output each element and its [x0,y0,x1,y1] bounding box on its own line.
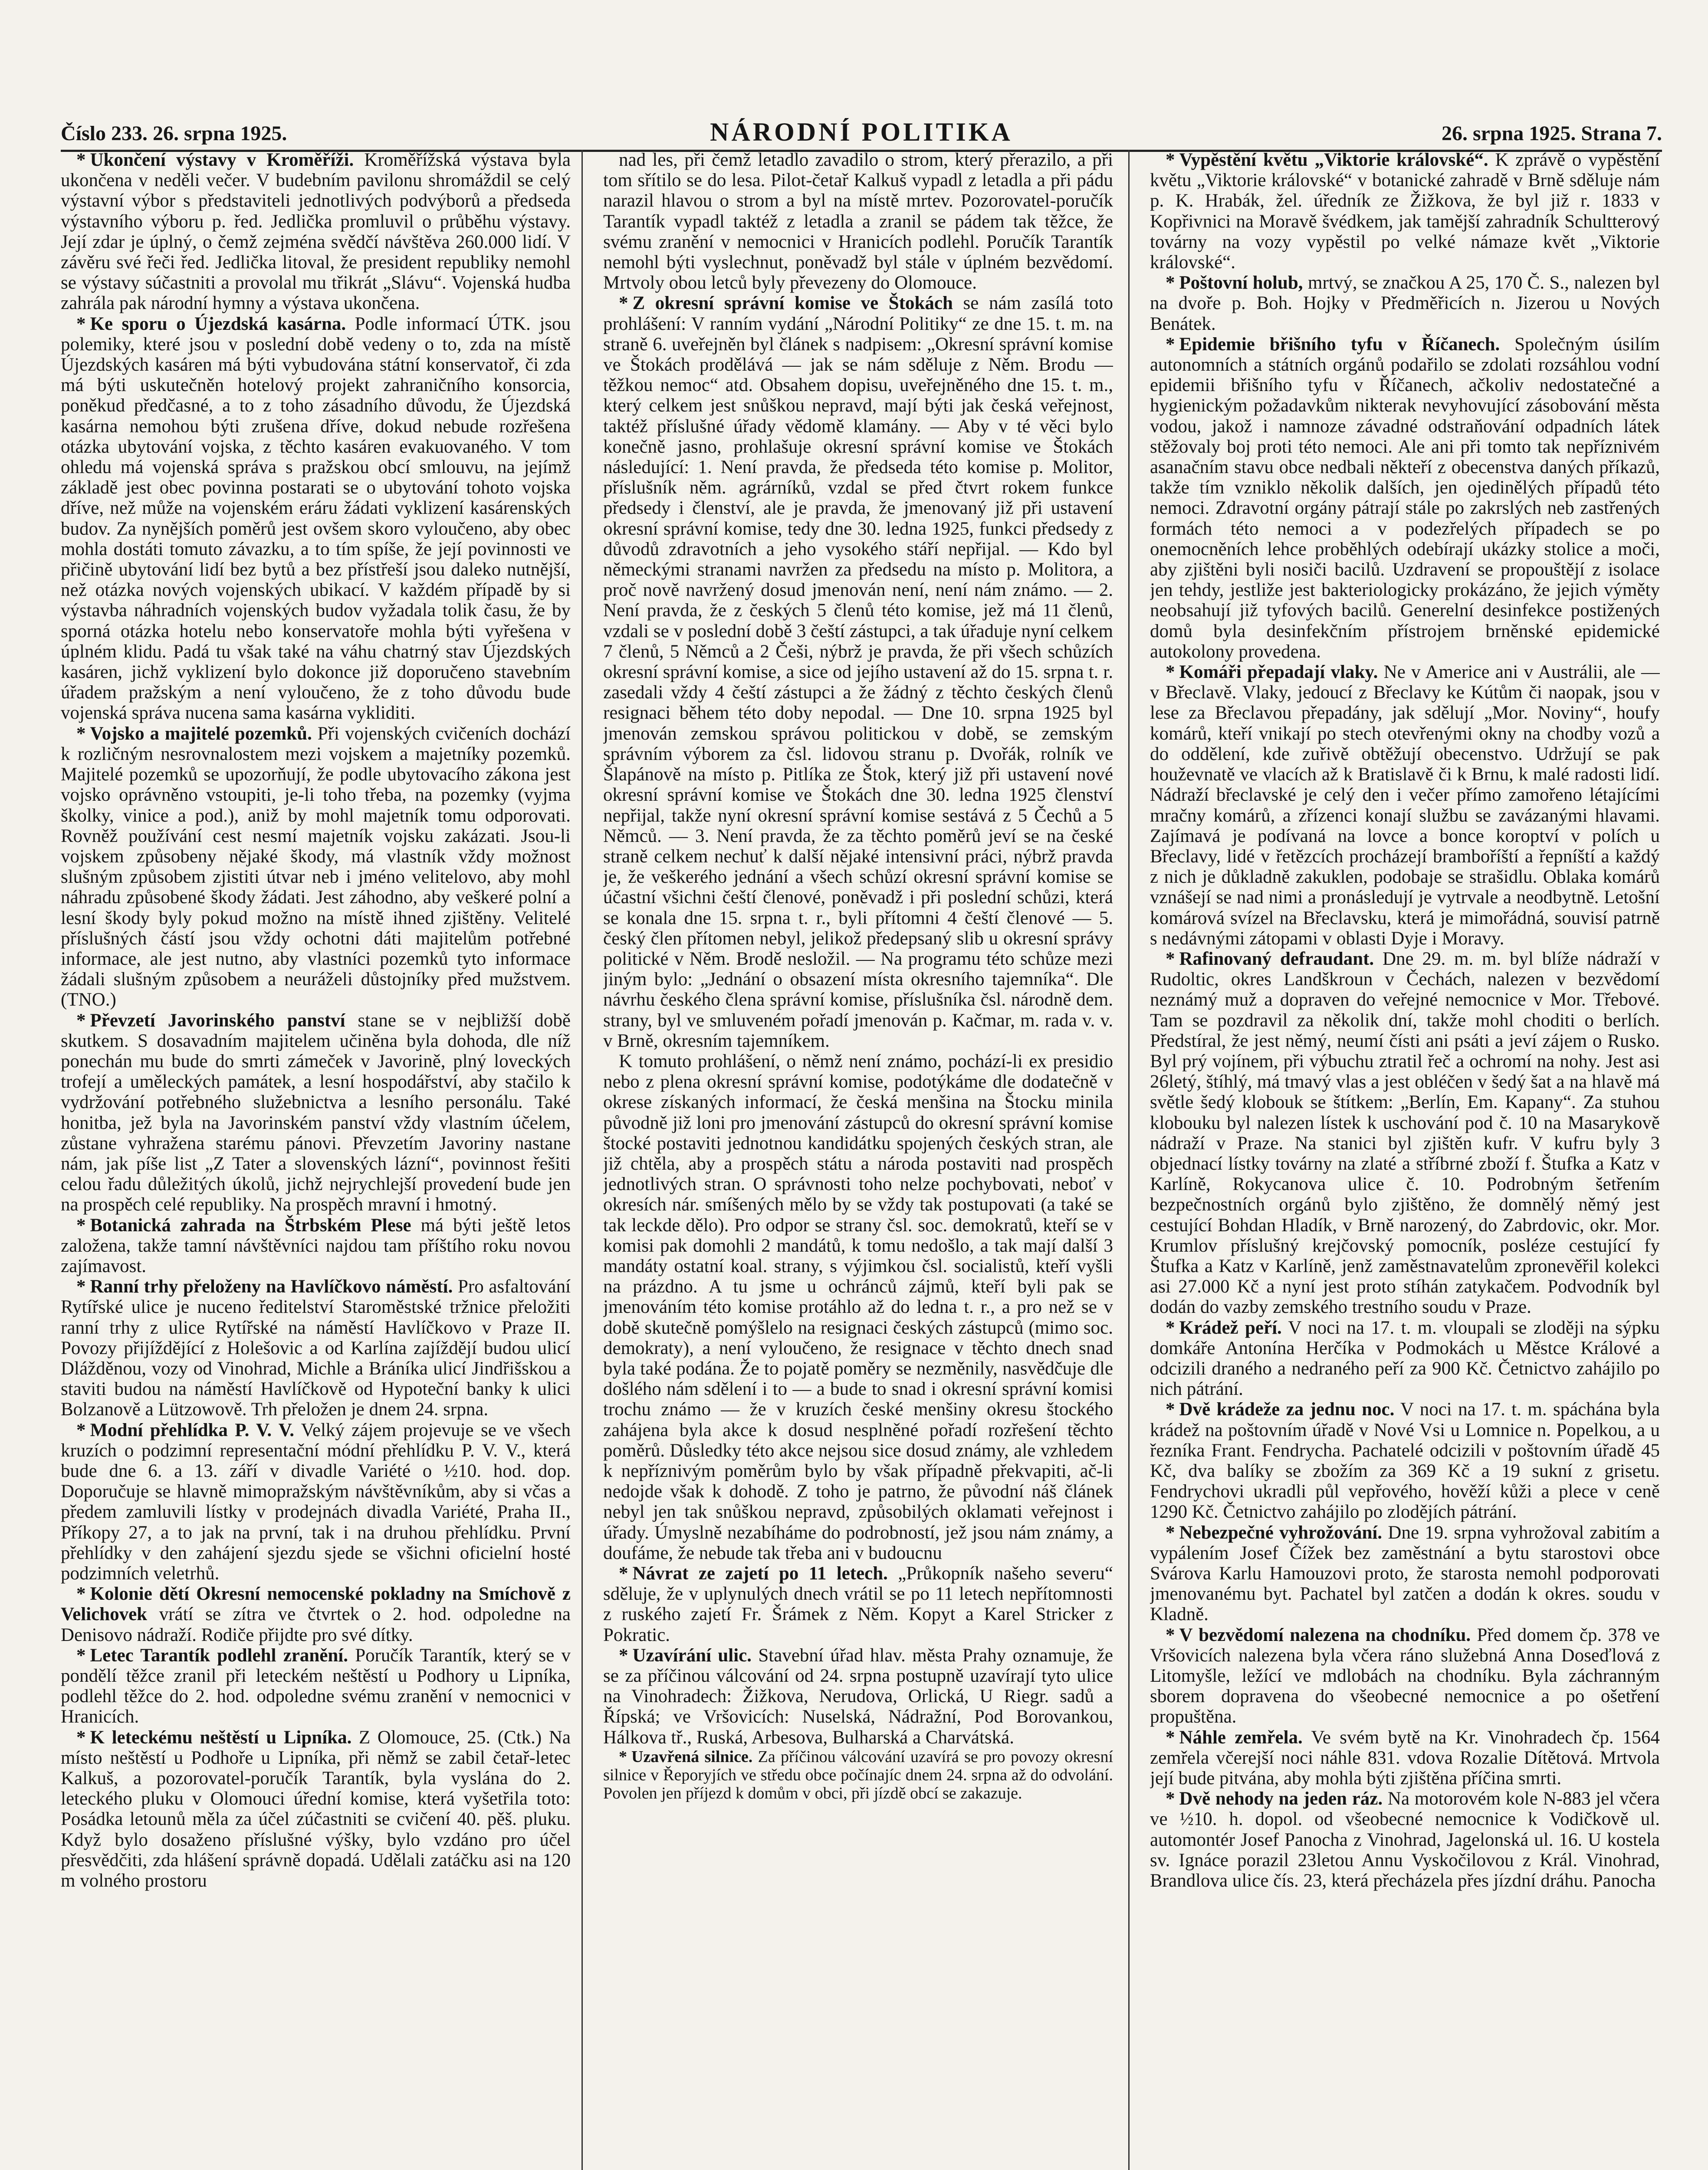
bullet-mark: * [1166,1789,1175,1809]
bullet-mark: * [76,1420,86,1440]
article-headline: Z okresní správní komise ve Štokách [632,293,953,314]
article-text: Při vojenských cvičeních dochází k rozličným nesrovnalostem mezi vojskem a majetníky pozemků. Majitelé pozemků se upozorňují, že podle ubytovacího zákona jest vojsko oprávněno vstoupiti, je-li toho třeba, na pozemky (vyjma školky, vinice a pod.), aniž by mohl majetník tomu odporovati. Rovněž používání cest nesmí majetník vojsku zakázati. Jsou-li vojskem způsobeny nějaké škody, má vlastník vždy možnost slušným způsobem zjistiti útvar neb i jméno velitelovo, aby mohl náhradu způsobené škody žádati. Jest záhodno, aby veškeré polní a lesní škody byly pokud možno na místě ihned zjištěny. Velitelé příslušných částí jsou vždy ochotni dáti majitelům potřebné informace, ale jest nutno, aby vlastníci pozemků tyto informace žádali slušným způsobem a neuráželi důstojníky před mužstvem. (TNO.) [61,723,571,1010]
article [61,1420,571,1584]
article-headline: K leteckému neštěstí u Lipníka. [90,1727,352,1748]
column-divider [581,150,583,2170]
bullet-mark: * [619,1645,628,1666]
article-headline: Epidemie břišního tyfu v Říčanech. [1179,334,1500,355]
article [1150,1625,1660,1727]
article-text: má býti ještě letos založena, takže tamní návštěvníci najdou tam příštího roku novou zajímavost. [61,1215,571,1276]
article-headline: Převzetí Javorinského panství [90,1010,345,1031]
article-text: se nám zasílá toto prohlášení: V ranním vydání „Národní Politiky“ ze dne 15. t. m. na straně 6. uveřejněn byl článek s nadpisem: „Okresní správní komise ve Štokách prodělává — jak se nám sděluje z Něm. Brodu — těžkou nemoc“ atd. Obsahem dopisu, uveřejněného dne 15. t. m., který celkem jest snůškou nepravd, mají býti jak česká veřejnost, taktéž příslušné úřady vědomě klamány. — Aby v té věci bylo konečně jasno, prohlašuje okresní správní komise ve Štokách následující: 1. Není pravda, že předseda této komise p. Molitor, příslušník něm. agrárníků, vzdal se před čtvrt rokem funkce předsedy i členství, ale je pravda, že jmenovaný již při ustavení okresní správní komise, tedy dne 30. ledna 1925, funkci předsedy z důvodů zdravotních a jeho vysokého stáří nepřijal. — Kdo byl německými stranami navržen za předsedu na místo p. Molitora, a proč nově navržený dosud jmenován není, není nám známo. — 2. Není pravda, že z českých 5 členů této komise, jež má 11 členů, vzdali se v poslední době 3 čeští zástupci, a tak úřaduje nyní celkem 7 členů, 5 Němců a 2 Češi, nýbrž je pravda, že při všech schůzích okresní správní komise, a sice od jejího ustavení až do 15. srpna t. r. zasedali vždy 4 čeští zástupci a že žádný z těchto českých členů resignaci během této doby nepodal. — Dne 10. srpna 1925 byl jmenován zemskou správou politickou v době, se zemským správním výborem za čsl. lidovou stranu p. Dvořák, rolník ve Šlapánově na místo p. Pitlíka ze Štok, který již při ustavení nové okresní správní komise ve Štokách dne 30. ledna 1925 členství nepřijal, takže nyní okresní správní komise sestává z 5 Čechů a 5 Němců. — 3. Není pravda, že za těchto poměrů jeví se na české straně celkem nechuť k další nějaké intensivní práci, nýbrž pravda je, že veškerého jednání a všech schůzí okresní správní komise se účastní všichni čeští členové, poněvadž i při poslední schůzi, která se konala dne 15. srpna t. r., byli přítomni 4 čeští členové — 5. český člen přítomen nebyl, jelikož předepsaný slib u okresní správy politické v Něm. Brodě nesložil. — Na programu této schůze mezi jiným bylo: „Jednání o obsazení místa okresního tajemníka“. Dle návrhu českého člena správní komise, příslušníka čsl. národně dem. strany, byl ve smluveném pořadí jmenován p. Kačmar, m. rada v. v. v Brně, okresním tajemníkem. [603,293,1113,1051]
article-text: Společným úsilím autonomních a státních orgánů podařilo se zdolati rozsáhlou vodní epidemii břišního tyfu v Říčanech, ačkoliv nedostatečné a hygienickým požadavkům nikterak nevyhovující zásobování města vodou, jakož i namnoze závadné odstraňování odpadních látek stěžovaly boj proti této nemoci. Ale ani při tomto tak nepříznivém asanačním stavu obce nedbali někteří z obecenstva daných příkazů, takže tím vzniklo několik dalších, jen ojedinělých případů této nemoci. Zdravotní orgány pátrají stále po zakrslých neb zastřených formách této nemoci a v podezřelých případech se po onemocněních lehce proběhlých odebírají ukázky stolice a moči, aby zjištěni byli nosiči bacilů. Uzdravení se propouštějí z isolace jen tehdy, jestliže jest bakteriologicky prokázáno, že jejich výměty neobsahují již tyfových bacilů. Generelní desinfekce postižených domů byla desinfekčním přístrojem brněnské epidemické autokolony provedena. [1150,334,1660,662]
bullet-mark: * [1166,1317,1175,1338]
bullet-mark: * [1166,662,1175,683]
bullet-mark: * [76,1727,86,1748]
article [1150,150,1660,273]
article [603,1563,1113,1645]
bullet-mark: * [619,1747,627,1766]
article [61,1727,571,1891]
column-divider [1128,150,1130,2170]
bullet-mark: * [76,1645,86,1666]
article [603,293,1113,1051]
article-text: V noci na 17. t. m. spáchána byla krádež na poštovním úřadě v Nové Vsi u Lomnice n. Popelkou, a u řezníka Frant. Fendrycha. Pachatelé odcizili v poštovním úřadě 45 Kč, dva balíky se zbožím za 369 Kč a 19 sukní z grisetu. Fendrychovi ukradli půl vepřového, hověží kůži a plece v ceně 1290 Kč. Četnictvo zahájilo po zlodějích pátrání. [1150,1399,1660,1522]
article-text: Kroměřížská výstava byla ukončena v neděli večer. V budebním pavilonu shromáždil se celý výstavní výbor s představiteli jednotlivých podvýborů a předseda výstavního výboru p. řed. Jedlička promluvil o průběhu výstavy. Její zdar je úplný, o čemž zejména svědčí návštěva 260.000 lidí. V závěru své řeči řed. Jedlička litoval, že president republiky nemohl se výstavy súčastniti a provolal mu třikrát „Slávu“. Vojenská hudba zahrála pak národní hymny a výstava ukončena. [61,150,571,314]
page-header [61,111,1662,152]
article [1150,1318,1660,1400]
article-text: Stavební úřad hlav. města Prahy oznamuje, že se za příčinou válcování od 24. srpna postupně uzavírají tyto ulice na Vinohradech: Žižkova, Nerudova, Orlická, U Riegr. sadů a Řípská; ve Vršovicích: Nuselská, Nádražní, Pod Borovankou, Hálkova tř., Ruská, Arbesova, Bulharská a Charvátská. [603,1645,1113,1748]
article-headline: Modní přehlídka P. V. V. [90,1420,295,1440]
article-text: Dne 29. m. m. byl blíže nádraží v Rudoltic, okres Landškroun v Čechách, nalezen v bezvědomí neznámý muž a dopraven do veřejné nemocnice v Mor. Třebové. Tam se pozdravil za několik dní, takže mohl choditi o berlích. Předstíral, že jest němý, neumí čísti ani psáti a jeví zájem o Rusko. Byl prý vojínem, při výbuchu ztratil řeč a ochromí na nohy. Jest asi 26letý, štíhlý, má tmavý vlas a jest obléčen v šedý šat a na hlavě má světle šedý klobouk se štítkem: „Berlín, Em. Kapany“. Za stuhou klobouku byl nalezen lístek k uschování pod č. 10 na Masarykově nádraží v Praze. Na stanici byl zjištěn kufr. V kufru byly 3 objednací lístky továrny na zlaté a stříbrné zboží f. Štufka a Katz v Karlíně, Rokycanova ulice č. 10. Podrobným šetřením bezpečnostních orgánů bylo zjištěno, že domnělý němý jest cestující Bohdan Hladík, v Brně narozený, do Zabrdovic, okr. Mor. Krumlov příslušný krejčovský pomocník, posléze cestující fy Štufka a Katz v Karlíně, jenž zaměstnavatelům zpronevěřil kolekci asi 27.000 Kč a nyní jest proto stíhán zatykačem. Podvodník byl dodán do vazby zemského trestního soudu v Praze. [1150,948,1660,1318]
article-headline: Ranní trhy přeloženy na Havlíčkovo náměstí. [90,1276,453,1297]
article-text: mrtvý, se značkou A 25, 170 Č. S., nalezen byl na dvoře p. Boh. Hojky v Předměřicích n. Jizerou u Nových Benátek. [1150,273,1660,334]
article-headline: Krádež peří. [1179,1317,1282,1338]
article [1150,1789,1660,1891]
article-headline: V bezvědomí nalezena na chodníku. [1179,1624,1471,1645]
article-text: Pro asfaltování Rytířské ulice je nuceno ředitelství Staroměstské tržnice přeložiti ranní trhy z ulice Rytířské na náměstí Havlíčkovo v Praze II. Povozy přijíždějící z Holešovic a od Karlína zajíždějí budou ulicí Dlážděnou, vozy od Vinohrad, Michle a Bráníka ulicí Jindřišskou a staviti budou na náměstí Havlíčkově od Hypoteční banky k ulici Bolzanově a Lützowově. Trh přeložen je dnem 24. srpna. [61,1276,571,1420]
article [61,314,571,723]
article-text: vrátí se zítra ve čtvrtek o 2. hod. odpoledne na Denisovo nádraží. Rodiče přijdte pro své dítky. [61,1604,571,1645]
bullet-mark: * [76,1010,86,1031]
article-text: Za příčinou válcování uzavírá se pro povozy okresní silnice v Řeporyjích ve středu obce počínajíc dnem 24. srpna až do odvolání. Povolen jen příjezd k domům v obci, při jízdě obcí se zakazuje. [603,1747,1113,1802]
article-headline: Náhle zemřela. [1179,1727,1303,1748]
article [1150,1522,1660,1625]
article-text: Poručík Tarantík, který se v pondělí těžce zranil při leteckém neštěstí u Podhory u Lipníka, podlehl těžce do 2. hod. odpoledne svému zranění v nemocnici v Hranicích. [61,1645,571,1727]
article [603,1645,1113,1748]
column-1 [61,150,571,2170]
article [61,1215,571,1277]
bullet-mark: * [1166,1522,1175,1543]
issue-number-date: Číslo 233. 26. srpna 1925. [61,122,287,145]
article-headline: Kolonie dětí Okresní nemocenské pokladny na Smíchově z Velichovek [61,1584,571,1625]
bullet-mark: * [619,293,628,314]
article-headline: Uzavírání ulic. [632,1645,752,1666]
bullet-mark: * [76,1584,86,1604]
article [1150,1727,1660,1789]
bullet-mark: * [1166,334,1175,355]
article-text: Podle informací ÚTK. jsou polemiky, které jsou v poslední době vedeny o to, zda na místě Újezdských kasáren má býti vybudována státní konservatoř, či zda má býti uskutečněn hotelový projekt zahraničního konsorcia, poněkud předčasné, a to z toho zásadního důvodu, že Újezdská kasárna nemohou býti zrušena dříve, dokud nebude rozřešena otázka ubytování vojska, z těchto kasáren evakuovaného. V tom ohledu má vojenská správa s pražskou obcí smlouvu, na jejímž základě jest obec povinna postarati se o ubytování tohoto vojska dříve, než může na vojenském eráru žádati vyklizení kasárenských budov. Za nynějších poměrů jest ovšem skoro vyloučeno, aby obec mohla dostáti tomuto závazku, a to tím spíše, že její povinnosti ve přičině ubytování lidí bez bytů a bez přístřeší jsou daleko nutnější, než otázka nových vojenských ubikací. V každém případě by si výstavba náhradních vojenských budov vyžadala tolik času, že by sporná otázka hotelu nebo konservatoře mohla býti vyřešena v úplném klidu. Padá tu však také na váhu chatrný stav Újezdských kasáren, jichž vyklizení bylo dokonce již doporučeno stavebním úřadem pražským a není vyloučeno, že z toho důvodu bude vojenská správa nucena sama kasárna vykliditi. [61,313,571,723]
article-headline: Nebezpečné vyhrožování. [1179,1522,1383,1543]
article-headline: Ukončení výstavy v Kroměříži. [90,150,354,170]
article-text: stane se v nejbližší době skutkem. S dosavadním majitelem učiněna byla dohoda, dle níž ponechán mu bude do smrti zámeček v Javorině, plný loveckých trofejí a uměleckých památek, a lesní hospodářství, aby stačilo k vydržování potřebného služebnictva a lesního personálu. Také honitba, jež byla na Javorinském panství vždy vlastním účelem, zůstane vyhražena starému pánovi. Převzetím Javoriny nastane nám, jak píše list „Z Tater a slovenských lázní“, povinnost řešiti celou řadu důležitých úkolů, jichž nejrychlejší provedení bude jen na prospěch celé republiky. Na prospěch mravní i hmotný. [61,1010,571,1215]
article [1150,273,1660,334]
article [603,1051,1113,1563]
article [61,150,571,314]
article-headline: Rafinovaný defraudant. [1179,948,1374,969]
article-headline: Vypěstění květu „Viktorie královské“. [1179,150,1488,170]
article [61,1276,571,1420]
article-text: „Průkopník našeho severu“ sděluje, že v uplynulých dnech vrátil se po 11 letech nepřítomnosti z ruského zajetí Fr. Šrámek z Něm. Kopyt a Karel Stricker z Pokratic. [603,1563,1113,1645]
article-text: Před domem čp. 378 ve Vršovicích nalezena byla včera ráno služebná Anna Doseďlová z Litomyšle, ležící ve mdlobách na chodníku. Byla záchranným sborem dopravena do všeobecné nemocnice a po ošetření propuštěna. [1150,1624,1660,1727]
bullet-mark: * [76,1276,86,1297]
article-text: Ve svém bytě na Kr. Vinohradech čp. 1564 zemřela včerejší noci náhle 831. vdova Rozalie Dítětová. Mrtvola její bude pitvána, aby mohla býti zjištěna příčina smrti. [1150,1727,1660,1789]
article-text: Velký zájem projevuje se ve všech kruzích o podzimní representační módní přehlídku P. V. V., která bude dne 6. a 13. září v divadle Variété o ½10. hod. dop. Doporučuje se hlavně mimopražským návštěvníkům, aby si včas a předem zamluvili lístky v prodejnách divadla Variété, Praha II., Příkopy 27, a to jak na první, tak i na druhou přehlídku. První přehlídky v den zahájení sjezdu sjede se všichni oficielní hosté podzimních veletrhů. [61,1420,571,1584]
bullet-mark: * [1166,948,1175,969]
bullet-mark: * [76,723,86,744]
article-headline: Vojsko a majitelé pozemků. [90,723,312,744]
article-headline: Ke sporu o Újezdská kasárna. [90,313,346,334]
article [61,723,571,1010]
article-headline: Komáři přepadají vlaky. [1179,662,1378,683]
article [1150,949,1660,1318]
article [1150,1399,1660,1522]
article-text: Dne 19. srpna vyhrožoval zabitím a vypálením Josef Čížek bez zaměstnání a bytu starostovi obce Svárova Karlu Hamouzovi proto, že starosta nemohl podporovati jmenovanému byt. Pachatel byl zatčen a dodán k okres. soudu v Kladně. [1150,1522,1660,1625]
article [603,150,1113,293]
article [61,1645,571,1727]
article-text: V noci na 17. t. m. vloupali se zloději na sýpku domkáře Antonína Herčíka v Podmokách u Městce Králové a odcizili draného a nedraného peří za 900 Kč. Četnictvo zahájilo po nich pátrání. [1150,1317,1660,1400]
bullet-mark: * [76,150,86,170]
bullet-mark: * [619,1563,628,1584]
article-text: Z Olomouce, 25. (Ctk.) Na místo neštěstí u Podhoře u Lipníka, při němž se zabil četař-letec Kalkuš, a pozorovatel-poručík Tarantík, byla vyslána do 2. leteckého pluku v Olomouci úřední komise, která vyšetřila toto: Posádka letounů měla za účel zúčastniti se cvičení 40. pěš. pluku. Když bylo dosaženo příslušné výšky, bylo vzdáno pro účel přesvědčiti, zda hlášení správně dopadá. Udělali zatáčku asi na 120 m volného prostoru [61,1727,571,1891]
article-text: K tomuto prohlášení, o němž není známo, pochází-li ex presidio nebo z plena okresní správní komise, podotýkáme dle dodatečně v okrese získaných informací, že česká menšina na Štocku minila původně již loni pro jmenování zástupců do okresní správní komise štocké postaviti jednotnou kandidátku spojených českých stran, ale již chtěla, aby a prospěch státu a národa postaviti nad prospěch jednotlivých stran. O správnosti toho nelze pochybovati, neboť v okresích nár. smíšených mělo by se vždy tak postupovati (a také se tak leckde dělo). Pro odpor se strany čsl. soc. demokratů, kteří se v komisi pak domohli 2 mandátů, k tomu nedošlo, a tak mají další 3 mandáty ostatní koal. strany, s výjimkou čsl. socialistů, kteří vyšli na prázdno. A tu jsme u ochránců zájmů, kteří byli pak se jmenováním této komise protáhlo až do ledna t. r., a pro než se v době skutečně pomýšlelo na resignaci českých zástupců (mimo soc. demokraty), a není vyloučeno, že resignace v těchto dnech snad byla také podána. Že to pojatě poměry se nezměnily, nasvědčuje dle došlého nám sdělení i to — a bude to snad i okresní správní komisi trochu známo — že v kruzích české menšiny okresu štockého zahájena byla akce k dosud nesplněné pořadí rozřešení těchto poměrů. Důsledky této akce nejsou sice dosud známy, ale vzhledem k nepříznivým poměrům bylo by však případně překvapiti, ač-li nedojde však k dohodě. Z toho je patrno, že původní náš článek nebyl jen tak snůškou nepravd, způsobilých oklamati veřejnost i úřady. Úmyslně nezabíháme do podrobností, jež jsou nám známy, a doufáme, že nebude tak třeba ani v budoucnu [603,1051,1113,1563]
article-text: K zprávě o vypěstění květu „Viktorie královské“ v botanické zahradě v Brně sděluje nám p. K. Hrabák, žel. úředník ze Žižkova, že byl již r. 1833 v Kopřivnici na Moravě švédkem, jak tamější zahradník Schultterový továrny na vozy vypěstil po velké námaze květ „Viktorie královské“. [1150,150,1660,273]
article-headline: Poštovní holub, [1179,273,1303,293]
article-text: Ne v Americe ani v Austrálii, ale — v Břeclavě. Vlaky, jedoucí z Břeclavy ke Kútům či naopak, jsou v lese za Břeclavou přepadány, jak sdělují „Mor. Noviny“, houfy komárů, kteří vnikají po stech otevřenými okny na chodby vozů a do oddělení, kde zuřivě obtěžují obecenstvo. Udržují se pak houževnatě ve vlacích až k Bratislavě či k Brnu, k malé radosti lidí. Nádraží břeclavské je celý den i večer přímo zamořeno létajícími mračny komárů, a zřízenci konají službu se zavázanými hlavami. Zajímavá je podívaná na lovce a bonce koroptví v polích u Břeclavy, lidé v řetězcích procházejí bramboříští a řepníští a každý z nich je důkladně zakuklen, podobaje se strašidlu. Oblaka komárů vznášejí se nad nimi a pronásledují je vytrvale a neodbytně. Letošní komárová svízel na Břeclavsku, která je mimořádná, souvisí patrně s nedávnými zátopami v oblasti Dyje i Moravy. [1150,662,1660,949]
article-headline: Dvě krádeže za jednu noc. [1179,1399,1395,1420]
article [61,1584,571,1645]
bullet-mark: * [76,313,86,334]
bullet-mark: * [1166,1727,1175,1748]
article [61,1010,571,1215]
article-text: Na motorovém kole N-883 jel včera ve ½10. h. dopol. od všeobecné nemocnice k Vodičkově ul. automontér Josef Panocha z Vinohrad, Jagelonská ul. 16. U kostela sv. Ignáce porazil 23letou Annu Vyskočilovou z Král. Vinohrad, Brandlova ulice čís. 23, která přecházela přes jízdní dráhu. Panocha [1150,1789,1660,1891]
article-headline: Uzavřená silnice. [631,1747,753,1766]
date-page-number: 26. srpna 1925. Strana 7. [1441,122,1662,145]
newspaper-title: NÁRODNÍ POLITIKA [710,118,1013,146]
bullet-mark: * [76,1215,86,1236]
article-headline: Letec Tarantík podlehl zranění. [90,1645,348,1666]
column-2 [603,150,1113,2170]
article-headline: Botanická zahrada na Štrbském Plese [90,1215,411,1236]
article-headline: Návrat ze zajetí po 11 letech. [632,1563,888,1584]
article-text: nad les, při čemž letadlo zavadilo o strom, který přerazilo, a při tom sřítilo se do lesa. Pilot-četař Kalkuš vypadl z letadla a při pádu narazil hlavou o strom a byl na místě mrtev. Pozorovatel-poručík Tarantík vypadl taktéž z letadla a zranil se pádem tak těžce, že svému zranění v nemocnici v Hranicích podlehl. Poručík Tarantík nemohl býti vyslechnut, poněvadž byl stále v úplném bezvědomí. Mrtvoly obou letců byly převezeny do Olomouce. [603,150,1113,293]
article-headline: Dvě nehody na jeden ráz. [1179,1789,1383,1809]
bullet-mark: * [1166,273,1175,293]
bullet-mark: * [1166,1624,1175,1645]
column-3 [1150,150,1660,2170]
bullet-mark: * [1166,150,1175,170]
article [1150,662,1660,949]
bullet-mark: * [1166,1399,1175,1420]
article [1150,334,1660,662]
article [603,1748,1113,1802]
